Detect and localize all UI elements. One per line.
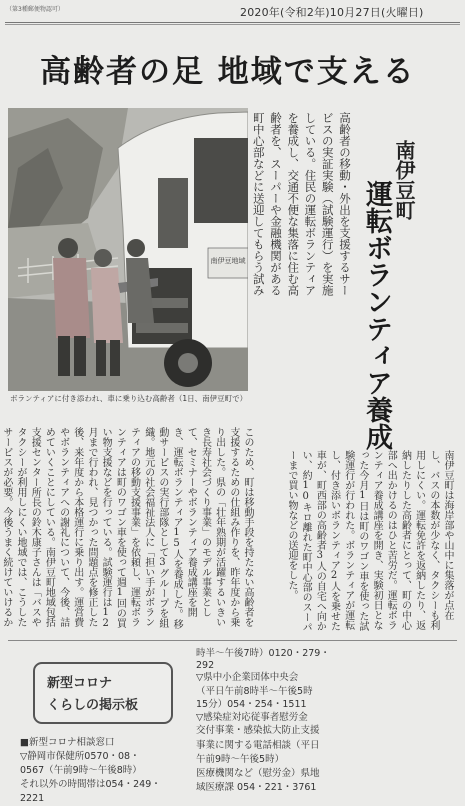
info-line: 時半〜午後7時）0120・279・	[196, 648, 330, 659]
article-subhead: 運転ボランティア養成	[361, 180, 392, 450]
consult-line: ▽静岡市保健所0570・08・	[20, 751, 140, 762]
info-line: 292	[196, 660, 215, 671]
van-door-sign: 南伊豆地域	[210, 257, 246, 265]
info-line: （平日午前8時半〜午後5時	[196, 686, 313, 697]
info-line: 15分）054・254・1511	[196, 699, 307, 710]
section-divider	[8, 640, 457, 641]
body-column-1: 南伊豆町は海岸部や山中に集落が点在し、バスの本数が少なく、タクシーも利用しにくい。運転免許を返納したり、返納したりした高齢者にとって、町の中心部へ出かけるのはひと苦労だ。運転ボランティア養成講座を開き、実験初日となった今月1日は町のワゴン車を使った試験運行が行われた。ボランティアが運転し、付き添いボランティア2人を乗せた車が、町西部の高齢者3人の自宅へ向かい、約10キロ離れた町中心部のスーパーまで買い物などの送迎をした。	[285, 450, 453, 632]
consult-line: それ以外の時間帯は054・249・	[20, 779, 161, 790]
article-photo	[8, 108, 248, 391]
top-rule-2	[5, 24, 460, 25]
consult-line: ■新型コロナ相談窓口	[20, 737, 115, 748]
info-line: 医療機関など（慰労金）県地	[196, 768, 320, 779]
issue-date: 2020年(令和2年)10月27日(火曜日)	[240, 6, 424, 19]
notice-board-title-1: 新型コロナ	[47, 676, 113, 691]
info-line: ▽県中小企業団体中央会	[196, 672, 299, 683]
notice-board-box	[33, 662, 173, 724]
town-label: 南伊豆町	[392, 140, 416, 220]
body-column-2: このため、町は移動手段を持たない高齢者を支援するための仕組み作りを、昨年度から乗り出した。県の「壮年熟期が活躍するいきいき長寿社会づくり事業」のモデル事業として、セミナーやボランティア養成講座を開き、運転ボランティア15人を養成した。移動サービスの実行部隊として3グループを組織。地元の社会福祉法人に「担い手がボランティアの移動支援事業」を依頼し、運転ボランティアは町のワゴン車を使って週1回の買い物支援などを行っている。試験運行は12月まで行われ、見つかった問題点を修正した後、来年度から本格運行に乗り出す。運営費やボランティアへの謝礼について、今後、詰めていくことにしている。南伊豆町地域包括支援センター所長の鈴木康子さんは「バスやタクシーが利用しにくい地域では、こうしたサービスが必要。今後うまく続けていけるか	[0, 427, 253, 629]
photo-illustration	[8, 108, 248, 391]
top-rule	[5, 22, 460, 23]
info-line: 域医療課 054・221・3761	[196, 782, 317, 793]
photo-caption: ボランティアに付き添われ、車に乗り込む高齢者（1日、南伊豆町で）	[10, 394, 248, 403]
consult-line: 2221	[20, 793, 45, 804]
postal-permit: （第3種郵便物認可）	[6, 6, 64, 13]
notice-board-title-2: くらしの掲示板	[47, 698, 139, 713]
info-line: ▽感染症対応従事者慰労金	[196, 712, 308, 723]
info-line: 事業に関する電話相談（平日	[196, 740, 320, 751]
lead-paragraph: 高齢者の移動・外出を支援するサービスの実証実験（試験運行）を実施している。住民の運転ボランティアを養成し、交通不便な集落に住む高齢者を、スーパーや金融機関がある町中心部などに送迎してもらう試み	[251, 112, 352, 296]
consult-line: 0567（午前9時〜午後8時）	[20, 765, 142, 776]
article-headline: 高齢者の足 地域で支える	[40, 54, 416, 90]
info-line: 交付事業・感染拡大防止支援	[196, 725, 320, 736]
info-line: 午前9時〜午後5時）	[196, 754, 285, 765]
